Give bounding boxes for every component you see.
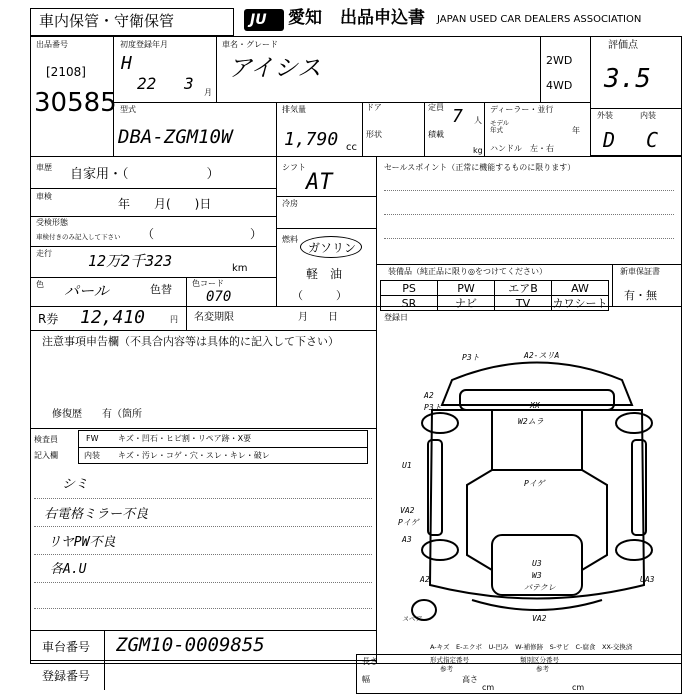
rating-int-label: 内装 <box>640 111 656 120</box>
shift-label: シフト <box>282 163 306 172</box>
equipment-label: 装備品（純正品に限り◎をつけてください） <box>388 267 547 276</box>
legend: A-キズ E-エクボ U-凹み W-補修跡 S-サビ C-腐食 XX-交換済 <box>430 643 633 651</box>
fw-items: キズ・凹石・ヒビ割・リペア跡・X要 <box>118 434 252 443</box>
int-label: 内装 <box>84 451 100 460</box>
displacement-label: 排気量 <box>282 105 306 114</box>
equipment-item: SR <box>380 295 438 311</box>
equipment-item: PS <box>380 280 438 296</box>
class-ref: 参考 <box>536 665 549 673</box>
dmg-label-18: スペア <box>402 615 422 623</box>
inspection-label: 車検 <box>36 192 52 201</box>
car-name: アイシス <box>228 54 322 82</box>
registered-date-label: 登録日 <box>384 313 408 322</box>
dmg-label-1: P3ト <box>462 353 480 362</box>
capacity-value: 7 <box>452 106 463 127</box>
recycle-label: R券 <box>38 312 59 326</box>
load-unit: kg <box>473 146 483 155</box>
recycle-value: 12,410 <box>80 307 146 328</box>
reg-era: H <box>121 53 132 74</box>
drive-4wd: 4WD <box>546 79 573 92</box>
color-code-label: 色コード <box>192 279 224 288</box>
rating-label: 評価点 <box>608 40 638 51</box>
repaint-label: 色替 <box>150 283 172 296</box>
reg-month-unit: 月 <box>204 88 212 97</box>
inspection-value: 年 月( )日 <box>118 197 212 211</box>
chassis-value: ZGM10-0009855 <box>116 634 265 656</box>
fuel-diesel: 軽 油 <box>306 267 343 281</box>
warranty-value: 有・無 <box>624 289 657 302</box>
fuel-gas: ガソリン <box>308 241 357 255</box>
color-value: パール <box>64 282 109 300</box>
dmg-label-13: W3 <box>532 571 542 580</box>
history-label: 車歴 <box>36 163 52 172</box>
door-shape-label: 形状 <box>366 130 382 139</box>
capacity-unit: 人 <box>474 116 482 125</box>
notes-label: 注意事項申告欄（不具合内容等は具体的に記入して下さい） <box>42 335 339 348</box>
dmg-label-5: XX <box>530 401 540 410</box>
form-title: 出品申込書 <box>340 8 425 28</box>
dealer-handle: ハンドル 左・右 <box>490 144 554 153</box>
stamp-box <box>30 8 234 36</box>
rating-score: 3.5 <box>604 64 651 94</box>
equipment-item: PW <box>437 280 495 296</box>
plate-label: 登録番号 <box>42 669 91 683</box>
height-label: 高さ <box>462 675 478 684</box>
capacity-label: 定員 <box>428 103 444 112</box>
rating-int: C <box>646 128 659 152</box>
reg-label: 初度登録年月 <box>120 40 168 49</box>
class-label: 類別区分番号 <box>520 656 559 664</box>
inspector-label1: 検査員 <box>34 435 58 444</box>
dmg-label-12: U3 <box>532 559 542 568</box>
displacement-unit: cc <box>346 142 357 153</box>
spec-ref: 参考 <box>440 665 453 673</box>
aircon-label: 冷房 <box>282 199 298 208</box>
fw-label: FW <box>86 434 99 443</box>
equipment-item: カワシート <box>552 297 608 310</box>
dmg-label-7: U1 <box>402 461 412 470</box>
repair-label: 修復歴 有（箇所 <box>52 409 142 420</box>
equipment-item: エアB <box>494 280 552 296</box>
fuel-label: 燃料 <box>282 235 298 244</box>
lot-number: 30585 <box>34 88 117 118</box>
transfer-label: 受検形態 <box>36 218 68 227</box>
load-label: 積載 <box>428 130 444 139</box>
width-label: 幅 <box>362 675 370 684</box>
dealer-label: ディーラー・並行 <box>490 105 554 114</box>
door-label: ドア <box>366 103 382 112</box>
dmg-label-14: パテクレ <box>524 583 556 592</box>
sales-point-label: セールスポイント（正常に機能するものに限ります） <box>384 163 576 172</box>
rating-ext-label: 外装 <box>597 111 613 120</box>
length-label: 長さ <box>362 657 378 666</box>
dmg-label-6: W2ムラ <box>518 417 544 426</box>
shift-value: AT <box>306 170 333 195</box>
color-label: 色 <box>36 280 44 289</box>
lot-label: 出品番号 <box>36 40 68 49</box>
transfer-note: 車検付きのみ記入して下さい <box>36 233 121 241</box>
deadline-label: 名変期限 <box>194 312 234 323</box>
dmg-label-10: Pイゲ <box>398 518 419 527</box>
note-line-4: 各A.U <box>50 562 87 577</box>
model-label: 型式 <box>120 105 136 114</box>
car-label: 車名・グレード <box>222 40 278 49</box>
drive-2wd: 2WD <box>546 54 573 67</box>
inspector-label2: 記入欄 <box>34 451 58 460</box>
mileage-value: 12万2千323 <box>88 252 173 270</box>
int-items: キズ・汚レ・コゲ・穴・スレ・キレ・破レ <box>118 451 270 460</box>
dmg-label-16: UA3 <box>640 575 655 584</box>
rating-ext: D <box>603 128 616 152</box>
dealer-model-year: モデル 年式 <box>490 119 510 134</box>
note-line-1: シミ <box>62 477 89 492</box>
model-value: DBA-ZGM10W <box>118 126 233 148</box>
recycle-unit: 円 <box>170 315 178 324</box>
deadline-value: 月 日 <box>298 312 338 323</box>
warranty-label: 新車保証書 <box>620 267 660 276</box>
equipment-item: AW <box>551 280 609 296</box>
logo <box>244 9 284 31</box>
dealer-year-unit: 年 <box>572 126 580 135</box>
history-value: 自家用・（ ） <box>70 167 220 182</box>
equipment-item: ナビ <box>437 295 495 311</box>
transfer-value: （ ） <box>142 227 263 241</box>
stamp-text: 車内保管・守衛保管 <box>39 12 175 30</box>
dmg-label-3: A2 <box>424 391 434 400</box>
cm-unit-2: cm <box>572 683 585 692</box>
dmg-label-2: A2-スリA <box>524 351 560 360</box>
dmg-label-15: A2 <box>420 575 430 584</box>
lot-code: [2108] <box>46 65 86 79</box>
cm-unit-1: cm <box>482 683 495 692</box>
reg-month: 3 <box>184 74 194 93</box>
note-line-3: リヤPW不良 <box>48 535 116 550</box>
dimension-box <box>356 654 682 694</box>
org-name: 愛知 <box>288 8 322 28</box>
fuel-other: （ ） <box>292 289 347 302</box>
dmg-label-8: Pイゲ <box>524 479 545 488</box>
dmg-label-9: VA2 <box>400 506 415 515</box>
equipment-item: TV <box>494 295 552 311</box>
association-name: JAPAN USED CAR DEALERS ASSOCIATION <box>437 14 642 25</box>
logo-text: JU <box>250 12 267 28</box>
mileage-unit: km <box>232 263 248 274</box>
displacement-value: 1,790 <box>284 129 339 150</box>
reg-year: 22 <box>137 74 157 93</box>
dmg-label-4: P3ト <box>424 403 442 412</box>
color-code: 070 <box>206 289 232 305</box>
spec-label: 形式指定番号 <box>430 656 469 664</box>
mileage-label: 走行 <box>36 249 52 258</box>
chassis-label: 車台番号 <box>42 640 91 654</box>
dmg-label-11: A3 <box>402 535 412 544</box>
dmg-label-17: VA2 <box>532 614 547 623</box>
note-line-2: 右電格ミラー不良 <box>44 507 149 522</box>
